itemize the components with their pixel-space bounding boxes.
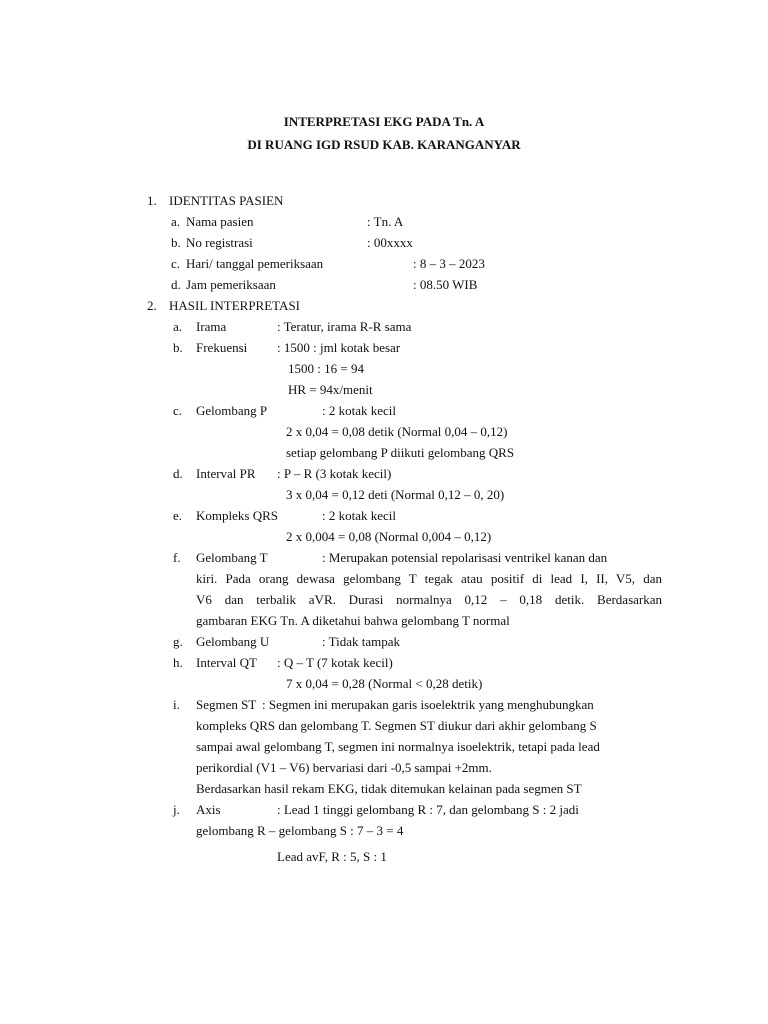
item-paragraph-line: Berdasarkan hasil rekam EKG, tidak ditemukan kelainan pada segmen ST — [196, 781, 582, 796]
item-label: Irama — [196, 319, 227, 334]
section-number: 2. — [147, 298, 157, 313]
item-value: : Lead 1 tinggi gelombang R : 7, dan gelombang S : 2 jadi — [277, 802, 579, 817]
item-detail: setiap gelombang P diikuti gelombang QRS — [286, 445, 515, 460]
item-letter: i. — [173, 697, 180, 712]
item-letter: b. — [173, 340, 183, 355]
item-label: Segmen ST — [196, 697, 257, 712]
item-detail: 2 x 0,04 = 0,08 detik (Normal 0,04 – 0,12) — [286, 424, 508, 439]
item-paragraph-line: kiri. Pada orang dewasa gelombang T tegak atau positif di lead I, II, V5, dan — [196, 571, 662, 586]
item-detail: 1500 : 16 = 94 — [288, 361, 364, 376]
item-label: Interval PR — [196, 466, 256, 481]
item-value: : Segmen ini merupakan garis isoelektrik yang menghubungkan — [262, 697, 594, 712]
item-paragraph-line: Lead avF, R : 5, S : 1 — [277, 849, 387, 864]
item-value: : P – R (3 kotak kecil) — [277, 466, 392, 481]
item-letter: c. — [171, 256, 181, 271]
item-value: : Merupakan potensial repolarisasi ventrikel kanan dan — [322, 550, 608, 565]
item-letter: f. — [173, 550, 181, 565]
item-value: : 2 kotak kecil — [322, 508, 397, 523]
item-letter: j. — [173, 802, 180, 817]
item-detail: 7 x 0,04 = 0,28 (Normal < 0,28 detik) — [286, 676, 483, 691]
item-letter: h. — [173, 655, 183, 670]
item-letter: e. — [173, 508, 183, 523]
item-label: Gelombang P — [196, 403, 268, 418]
item-value: : 1500 : jml kotak besar — [277, 340, 401, 355]
item-value: : Tn. A — [367, 214, 404, 229]
item-letter: d. — [173, 466, 183, 481]
item-label: Jam pemeriksaan — [186, 277, 276, 292]
item-detail: 3 x 0,04 = 0,12 deti (Normal 0,12 – 0, 20) — [286, 487, 505, 502]
item-paragraph-line: sampai awal gelombang T, segmen ini normalnya isoelektrik, tetapi pada lead — [196, 739, 600, 754]
item-letter: d. — [171, 277, 181, 292]
item-label: Gelombang T — [196, 550, 268, 565]
item-label: Kompleks QRS — [196, 508, 278, 523]
item-value: : Tidak tampak — [322, 634, 401, 649]
document-title: INTERPRETASI EKG PADA Tn. A — [283, 114, 485, 129]
item-paragraph-line: V6 dan terbalik aVR. Durasi normalnya 0,12 – 0,18 detik. Berdasarkan — [196, 592, 662, 607]
item-paragraph-line: perikordial (V1 – V6) bervariasi dari -0,5 sampai +2mm. — [196, 760, 492, 775]
item-paragraph-line: kompleks QRS dan gelombang T. Segmen ST diukur dari akhir gelombang S — [196, 718, 597, 733]
item-label: Hari/ tanggal pemeriksaan — [186, 256, 324, 271]
item-letter: c. — [173, 403, 183, 418]
item-label: Nama pasien — [186, 214, 254, 229]
item-detail: HR = 94x/menit — [288, 382, 373, 397]
item-label: Frekuensi — [196, 340, 248, 355]
item-value: : 8 – 3 – 2023 — [413, 256, 485, 271]
section-number: 1. — [147, 193, 157, 208]
item-label: Gelombang U — [196, 634, 270, 649]
item-label: No registrasi — [186, 235, 253, 250]
item-value: : Q – T (7 kotak kecil) — [277, 655, 393, 670]
item-detail: 2 x 0,004 = 0,08 (Normal 0,004 – 0,12) — [286, 529, 492, 544]
item-letter: a. — [171, 214, 181, 229]
item-letter: b. — [171, 235, 181, 250]
item-value: : 08.50 WIB — [413, 277, 478, 292]
item-label: Axis — [196, 802, 221, 817]
section-heading: HASIL INTERPRETASI — [169, 298, 301, 313]
item-value: : 2 kotak kecil — [322, 403, 397, 418]
item-paragraph-line: gelombang R – gelombang S : 7 – 3 = 4 — [196, 823, 404, 838]
item-letter: g. — [173, 634, 183, 649]
document-subtitle: DI RUANG IGD RSUD KAB. KARANGANYAR — [247, 137, 521, 152]
item-value: : 00xxxx — [367, 235, 413, 250]
item-label: Interval QT — [196, 655, 258, 670]
item-paragraph-line: gambaran EKG Tn. A diketahui bahwa gelombang T normal — [196, 613, 510, 628]
section-heading: IDENTITAS PASIEN — [169, 193, 284, 208]
item-letter: a. — [173, 319, 183, 334]
item-value: : Teratur, irama R-R sama — [277, 319, 412, 334]
